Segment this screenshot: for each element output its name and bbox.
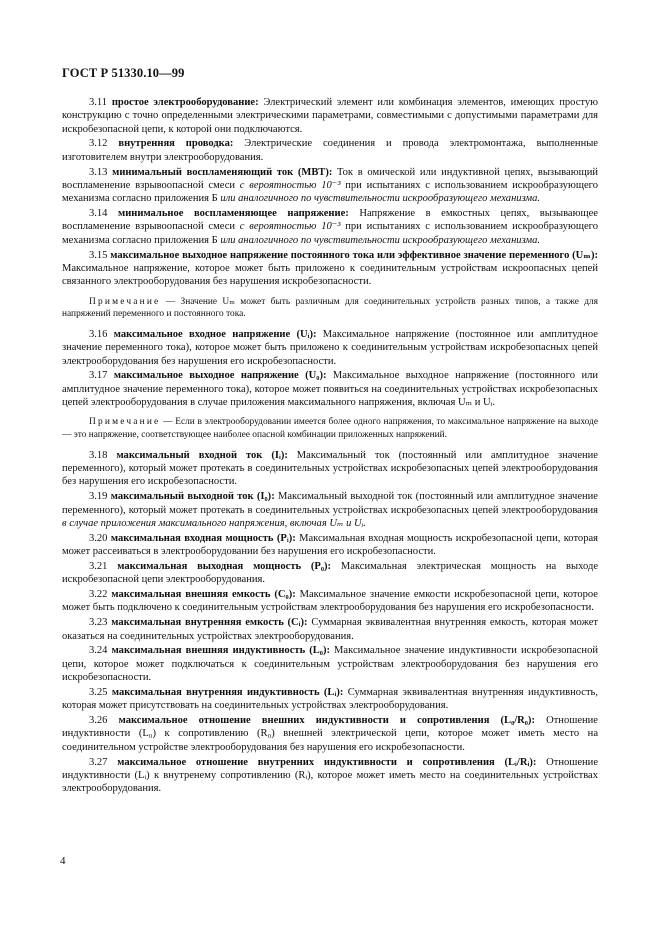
definition-3-12 <box>62 137 598 164</box>
note-3-15 <box>62 296 598 320</box>
term: максимальное выходное напряжение постоянного тока или эффективное значение переменного (Uₘ): <box>110 249 598 261</box>
definition-3-17 <box>62 369 598 409</box>
clause-number: 3.17 <box>89 370 108 382</box>
definition-3-25 <box>62 686 598 713</box>
clause-number: 3.23 <box>89 617 108 629</box>
term: максимальная внутренняя емкость (Cᵢ): <box>111 617 308 629</box>
note-label: Примечание <box>89 417 161 428</box>
definition-text: Максимальный ток (постоянный или амплитудное значение переменного), который может протекать в соединительных устройствах искробезопасных цепей электрооборудования без нарушения его искробезопасности. <box>62 449 598 488</box>
clause-number: 3.14 <box>89 208 108 220</box>
definition-3-23 <box>62 616 598 643</box>
page-number: 4 <box>60 855 66 867</box>
definition-3-22 <box>62 588 598 615</box>
definition-text: Максимальная электрическая мощность на выходе искробезопасной цепи электрооборудования. <box>62 560 598 586</box>
definition-text: Суммарная эквивалентная внутренняя емкость, которая может оказаться на соединительных устройствах электрооборудования. <box>62 617 599 642</box>
definition-3-24 <box>62 644 598 684</box>
term: внутренняя проводка: <box>118 138 234 150</box>
term: минимальное воспламеняющее напряжение: <box>118 208 349 220</box>
definition-text: Максимальный выходной ток (постоянный или амплитудное значение переменного), который может протекать в соединительных устройствах искробезопасных цепей электрооборудования <box>62 491 598 516</box>
clause-number: 3.22 <box>89 589 108 601</box>
clause-number: 3.25 <box>89 686 108 698</box>
definition-3-14 <box>62 207 598 247</box>
note-label: Примечание <box>89 296 161 307</box>
definition-3-20 <box>62 532 598 559</box>
definition-text: Отношение индуктивности (L₀) к сопротивлению (R₀) внешней электрической цепи, которое может иметь место на соединительном устройстве электрооборудования без нарушения его искробезопасности. <box>62 715 598 753</box>
definition-text: Максимальное напряжение (постоянное или амплитудное значение переменного тока), которое может быть приложено к соединительным устройствам искробезопасных цепей электрооборудования без нарушения его искробезопасности. <box>62 328 598 367</box>
term: максимальное входное напряжение (Uᵢ): <box>113 328 317 340</box>
term: максимальное отношение внутренних индуктивности и сопротивления (Lᵢ/Rᵢ): <box>117 756 537 768</box>
definition-text: при испытаниях с использованием искрообразующего механизма согласно приложения Б <box>62 179 598 205</box>
definition-italic-text: или аналогичного по чувствительности искрообразующего механизма. <box>220 234 541 246</box>
clause-number: 3.12 <box>89 138 108 150</box>
term: максимальная внешняя индуктивность (L₀): <box>111 645 330 657</box>
document-body <box>62 96 598 797</box>
definition-3-19 <box>62 490 598 530</box>
term: минимальный воспламеняющий ток (МВТ): <box>112 166 333 178</box>
clause-number: 3.16 <box>89 328 108 340</box>
definition-text: Ток в омической или индуктивной цепях, вызывающий воспламенение взрывоопасной смеси <box>62 166 598 191</box>
definition-text: Суммарная эквивалентная внутренняя индуктивность, которая может присутствовать на соединительных устройствах электрооборудования. <box>62 686 599 712</box>
definition-text: Максимальное значение индуктивности искробезопасной цепи, которое может подключаться к соединительным устройствам электрооборудования без нарушения его искробезопасности. <box>62 645 598 684</box>
term: максимальная входная мощность (Pᵢ): <box>110 532 296 544</box>
term: максимальное отношение внешних индуктивности и сопротивления (L₀/R₀): <box>118 715 535 727</box>
definition-text: Напряжение в емкостных цепях, вызывающее воспламенение взрывоопасной смеси <box>62 208 598 233</box>
note-3-17 <box>62 416 598 440</box>
definition-3-18 <box>62 449 598 489</box>
clause-number: 3.15 <box>89 249 108 261</box>
definition-text: Электрический элемент или комбинация элементов, имеющих простую конструкцию с точно определенными электрическими параметрами, совместимыми с допустимыми параметрами для искробезопасной цепи, к которой они подключаются. <box>62 97 599 135</box>
definition-3-13 <box>62 166 598 206</box>
clause-number: 3.26 <box>89 715 108 727</box>
clause-number: 3.27 <box>89 756 108 768</box>
definition-3-16 <box>62 328 598 368</box>
definition-text: Максимальное значение емкости искробезопасной цепи, которое может быть подключено к соединительным устройствам электрооборудования без нарушения его искробезопасности. <box>62 589 598 614</box>
definition-text: при испытаниях с использованием искрообразующего механизма согласно приложения Б <box>62 221 598 246</box>
note-text: — Если в электрооборудовании имеется более одного напряжения, то максимальное напряжение на выходе — это напряжение, соответствующее наиболее опасной комбинации приложенных напряжений. <box>62 417 598 440</box>
definition-text: Максимальное выходное напряжение (постоянного или амплитудное значение переменного тока), которое может появиться на соединительных устройствах искробезопасных цепей электрооборудования в случае приложения максимального напряжения, включая Uₘ и Uᵢ. <box>62 370 598 409</box>
definition-3-15 <box>62 249 598 289</box>
definition-text: Отношение индуктивности (Lᵢ) к внутренему сопротивлению (Rᵢ), которое может иметь место на соединительных устройствах электрооборудования. <box>62 756 599 795</box>
term: максимальная выходная мощность (P₀): <box>117 560 332 572</box>
definition-3-11 <box>62 96 598 136</box>
clause-number: 3.21 <box>89 560 108 572</box>
term: максимальное выходное напряжение (U₀): <box>113 370 327 382</box>
term: простое электрооборудование: <box>111 97 259 108</box>
definition-italic-text: или аналогичного по чувствительности искрообразующего механизма. <box>220 193 541 205</box>
term: максимальная внутренняя индуктивность (Lᵢ): <box>111 686 344 698</box>
clause-number: 3.13 <box>89 166 108 178</box>
standard-header: ГОСТ Р 51330.10—99 <box>62 66 185 80</box>
definition-3-26 <box>62 714 598 754</box>
definition-italic-text: с вероятностью 10⁻³ <box>239 179 341 191</box>
definition-italic-text: с вероятностью 10⁻³ <box>239 221 341 233</box>
clause-number: 3.24 <box>89 645 108 657</box>
definition-3-21 <box>62 560 598 587</box>
clause-number: 3.11 <box>89 97 108 108</box>
definition-text: Электрические соединения и провода электромонтажа, выполненные изготовителем внутри электрооборудования. <box>62 138 598 163</box>
term: максимальный входной ток (Iᵢ): <box>116 449 288 461</box>
definition-text: Максимальное напряжение, которое может быть приложено к соединительным устройствам искроопасных цепей связанного электрооборудования без нарушения искробезопасности. <box>62 262 598 288</box>
note-text: — Значение Uₘ может быть различным для соединительных устройств разных типов, а также для напряжений переменного и постоянного тока. <box>62 296 598 319</box>
term: максимальная внешняя емкость (C₀): <box>111 589 296 601</box>
definition-3-27 <box>62 756 598 796</box>
definition-italic-text: в случае приложения максимального напряжения, включая Uₘ и Uᵢ. <box>62 517 366 529</box>
clause-number: 3.18 <box>89 449 108 461</box>
clause-number: 3.20 <box>89 532 108 544</box>
term: максимальный выходной ток (I₀): <box>110 491 275 503</box>
clause-number: 3.19 <box>89 491 108 503</box>
definition-text: Максимальная входная мощность искробезопасной цепи, которая может рассеиваться в электрооборудовании без нарушения его искробезопасности. <box>62 532 598 557</box>
